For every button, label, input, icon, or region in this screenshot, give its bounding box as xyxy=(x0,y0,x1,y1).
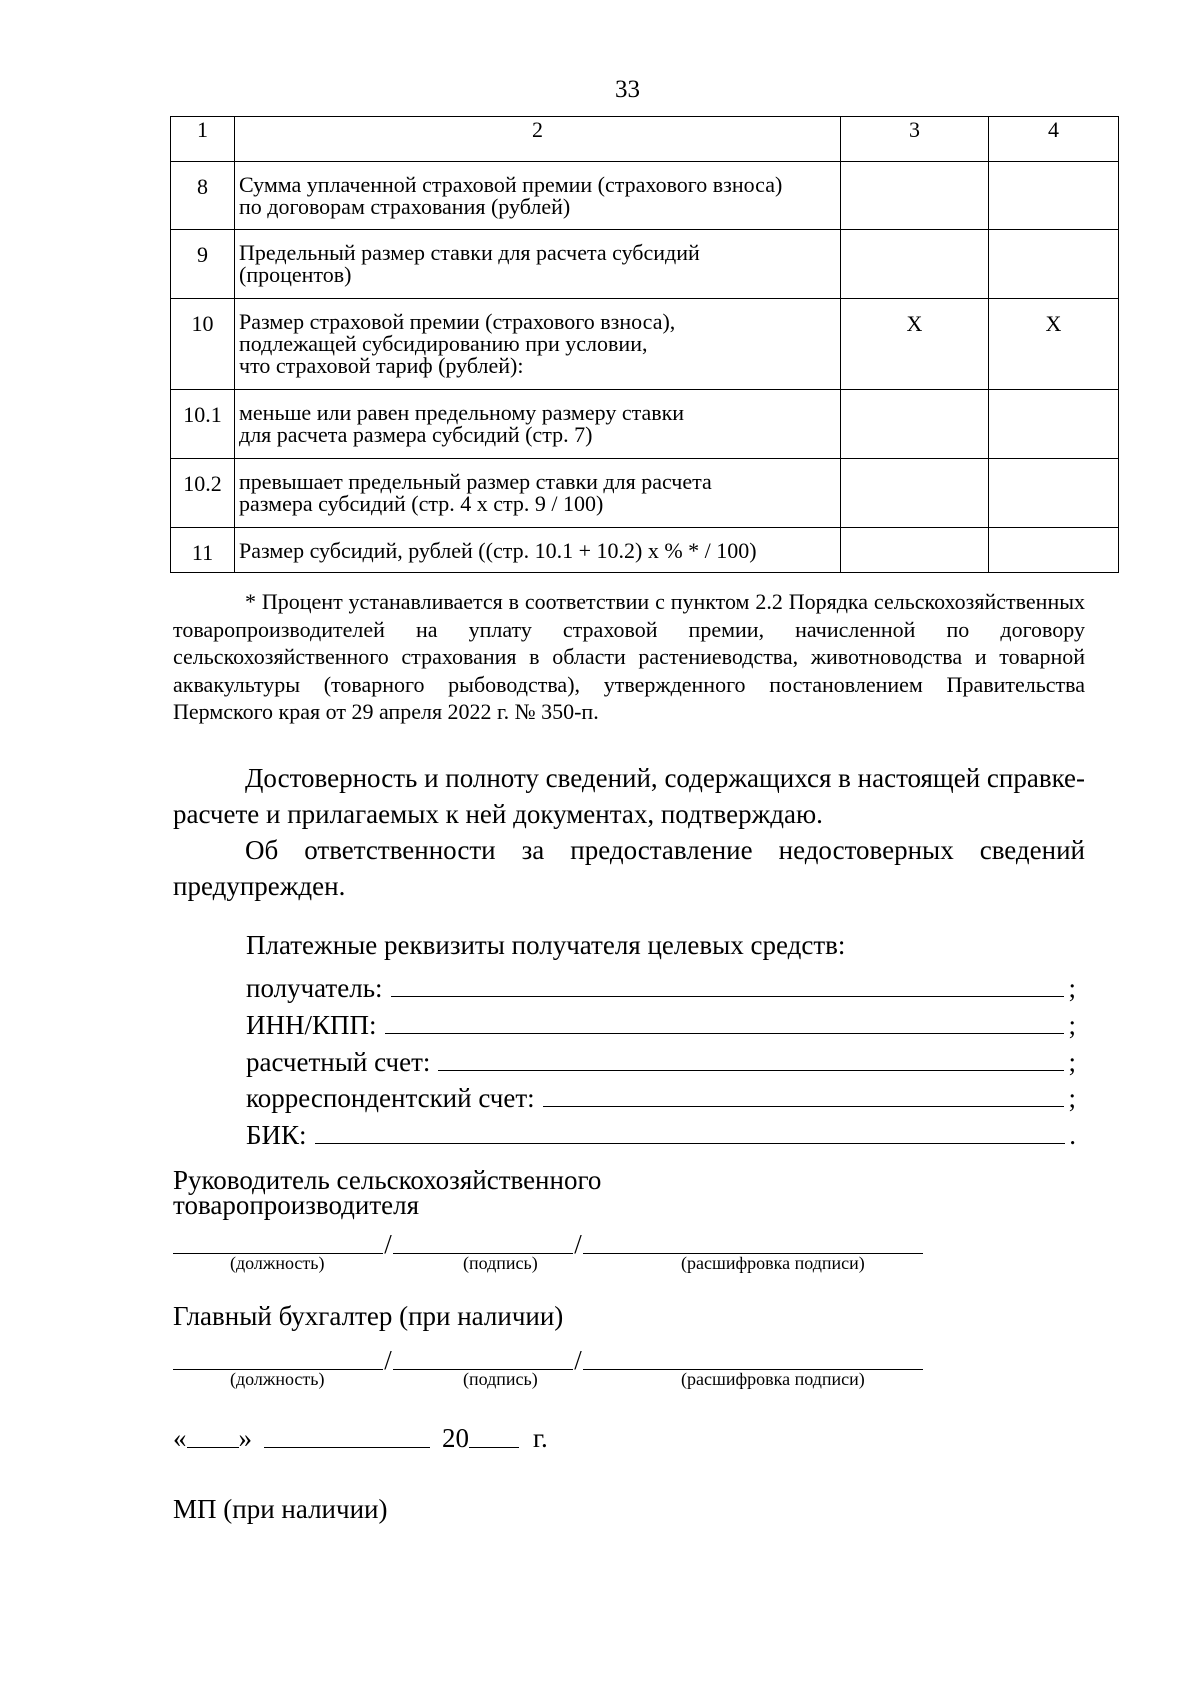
caption-position: (должность) xyxy=(230,1253,325,1273)
corr-account-row xyxy=(246,1078,1076,1114)
row-end-semicolon: ; xyxy=(1068,1083,1076,1113)
bik-label: БИК: xyxy=(246,1120,307,1150)
row-mark-x-col3: X xyxy=(841,299,989,390)
header-cell-4: 4 xyxy=(989,117,1119,162)
accountant-signature-line xyxy=(173,1342,923,1375)
row-end-period: . xyxy=(1069,1120,1076,1150)
row-number: 10.1 xyxy=(171,390,235,459)
stamp-place: МП (при наличии) xyxy=(173,1494,388,1524)
row-end-semicolon: ; xyxy=(1068,973,1076,1003)
caption-decode: (расшифровка подписи) xyxy=(681,1369,865,1389)
row-value-col3[interactable] xyxy=(841,528,989,573)
header-cell-1: 1 xyxy=(171,117,235,162)
row-number: 10 xyxy=(171,299,235,390)
accountant-position-field[interactable] xyxy=(173,1341,383,1370)
row-mark-x-col4: X xyxy=(989,299,1119,390)
row-value-col4[interactable] xyxy=(989,528,1119,573)
accountant-decode-field[interactable] xyxy=(583,1341,923,1370)
recipient-field[interactable] xyxy=(391,996,1065,997)
bik-field[interactable] xyxy=(315,1143,1066,1144)
accountant-signature-field[interactable] xyxy=(393,1341,573,1370)
row-end-semicolon: ; xyxy=(1068,1047,1076,1077)
row-value-col3[interactable] xyxy=(841,230,989,299)
inn-kpp-row xyxy=(246,1005,1076,1041)
row-description: Размер страховой премии (страхового взноса), подлежащей субсидированию при условии, что страховой тариф (рублей): xyxy=(235,299,841,390)
responsibility-paragraph: Об ответственности за предоставление недостоверных сведений предупрежден. xyxy=(173,835,1085,901)
date-line xyxy=(173,1418,548,1454)
year-prefix: 20 xyxy=(442,1423,469,1453)
header-cell-3: 3 xyxy=(841,117,989,162)
account-label: расчетный счет: xyxy=(246,1047,431,1077)
subsidy-calculation-table xyxy=(170,116,1119,573)
slash-separator: / xyxy=(574,1229,582,1259)
row-description: Размер субсидий, рублей ((стр. 10.1 + 10.2) x % * / 100) xyxy=(235,528,841,573)
year-suffix: г. xyxy=(533,1423,548,1453)
head-signature-title: Руководитель сельскохозяйственного товаропроизводителя xyxy=(173,1165,602,1220)
row-value-col3[interactable] xyxy=(841,390,989,459)
row-description: Предельный размер ставки для расчета субсидий (процентов) xyxy=(235,230,841,299)
day-field[interactable] xyxy=(187,1419,239,1448)
table-row xyxy=(171,162,1119,230)
slash-separator: / xyxy=(384,1345,392,1375)
month-field[interactable] xyxy=(264,1419,430,1448)
row-value-col4[interactable] xyxy=(989,162,1119,230)
header-cell-2: 2 xyxy=(235,117,841,162)
account-field[interactable] xyxy=(438,1070,1064,1071)
account-row xyxy=(246,1042,1076,1078)
table-row xyxy=(171,390,1119,459)
slash-separator: / xyxy=(384,1229,392,1259)
table-row xyxy=(171,528,1119,573)
date-open-quote: « xyxy=(173,1423,187,1453)
row-description: превышает предельный размер ставки для расчета размера субсидий (стр. 4 х стр. 9 / 100) xyxy=(235,459,841,528)
slash-separator: / xyxy=(574,1345,582,1375)
recipient-row xyxy=(246,968,1076,1004)
row-value-col4[interactable] xyxy=(989,230,1119,299)
bik-row xyxy=(246,1115,1076,1151)
table-row xyxy=(171,299,1119,390)
row-value-col4[interactable] xyxy=(989,459,1119,528)
payment-details-title: Платежные реквизиты получателя целевых средств: xyxy=(246,930,846,960)
page-number: 33 xyxy=(615,76,640,103)
confirmation-paragraph: Достоверность и полноту сведений, содержащихся в настоящей справке-расчете и прилагаемых к ней документах, подтверждаю. xyxy=(173,763,1085,829)
row-number: 11 xyxy=(171,528,235,573)
date-close-quote: » xyxy=(238,1423,252,1453)
caption-signature: (подпись) xyxy=(463,1369,538,1389)
table-row xyxy=(171,230,1119,299)
head-signature-line xyxy=(173,1226,923,1259)
footnote: * Процент устанавливается в соответствии с пунктом 2.2 Порядка сельскохозяйственных товаропроизводителей на уплату страховой премии, начисленной по договору сельскохозяйственного страхования в области растениеводства, животноводства и товарной аквакультуры (товарного рыбоводства), утвержденного постановлением Правительства Пермского края от 29 апреля 2022 г. № 350-п. xyxy=(173,589,1085,724)
accountant-signature-title: Главный бухгалтер (при наличии) xyxy=(173,1301,564,1331)
row-number: 9 xyxy=(171,230,235,299)
table-row xyxy=(171,459,1119,528)
inn-kpp-field[interactable] xyxy=(385,1033,1065,1034)
caption-signature: (подпись) xyxy=(463,1253,538,1273)
row-value-col3[interactable] xyxy=(841,162,989,230)
year-field[interactable] xyxy=(469,1419,519,1448)
row-number: 10.2 xyxy=(171,459,235,528)
caption-decode: (расшифровка подписи) xyxy=(681,1253,865,1273)
recipient-label: получатель: xyxy=(246,973,383,1003)
head-position-field[interactable] xyxy=(173,1225,383,1254)
corr-account-field[interactable] xyxy=(543,1106,1065,1107)
row-value-col3[interactable] xyxy=(841,459,989,528)
row-description: Сумма уплаченной страховой премии (страхового взноса) по договорам страхования (рублей) xyxy=(235,162,841,230)
row-description: меньше или равен предельному размеру ставки для расчета размера субсидий (стр. 7) xyxy=(235,390,841,459)
head-signature-field[interactable] xyxy=(393,1225,573,1254)
row-value-col4[interactable] xyxy=(989,390,1119,459)
row-number: 8 xyxy=(171,162,235,230)
row-end-semicolon: ; xyxy=(1068,1010,1076,1040)
corr-account-label: корреспондентский счет: xyxy=(246,1083,535,1113)
inn-kpp-label: ИНН/КПП: xyxy=(246,1010,377,1040)
caption-position: (должность) xyxy=(230,1369,325,1389)
head-decode-field[interactable] xyxy=(583,1225,923,1254)
table-header-row xyxy=(171,117,1119,162)
